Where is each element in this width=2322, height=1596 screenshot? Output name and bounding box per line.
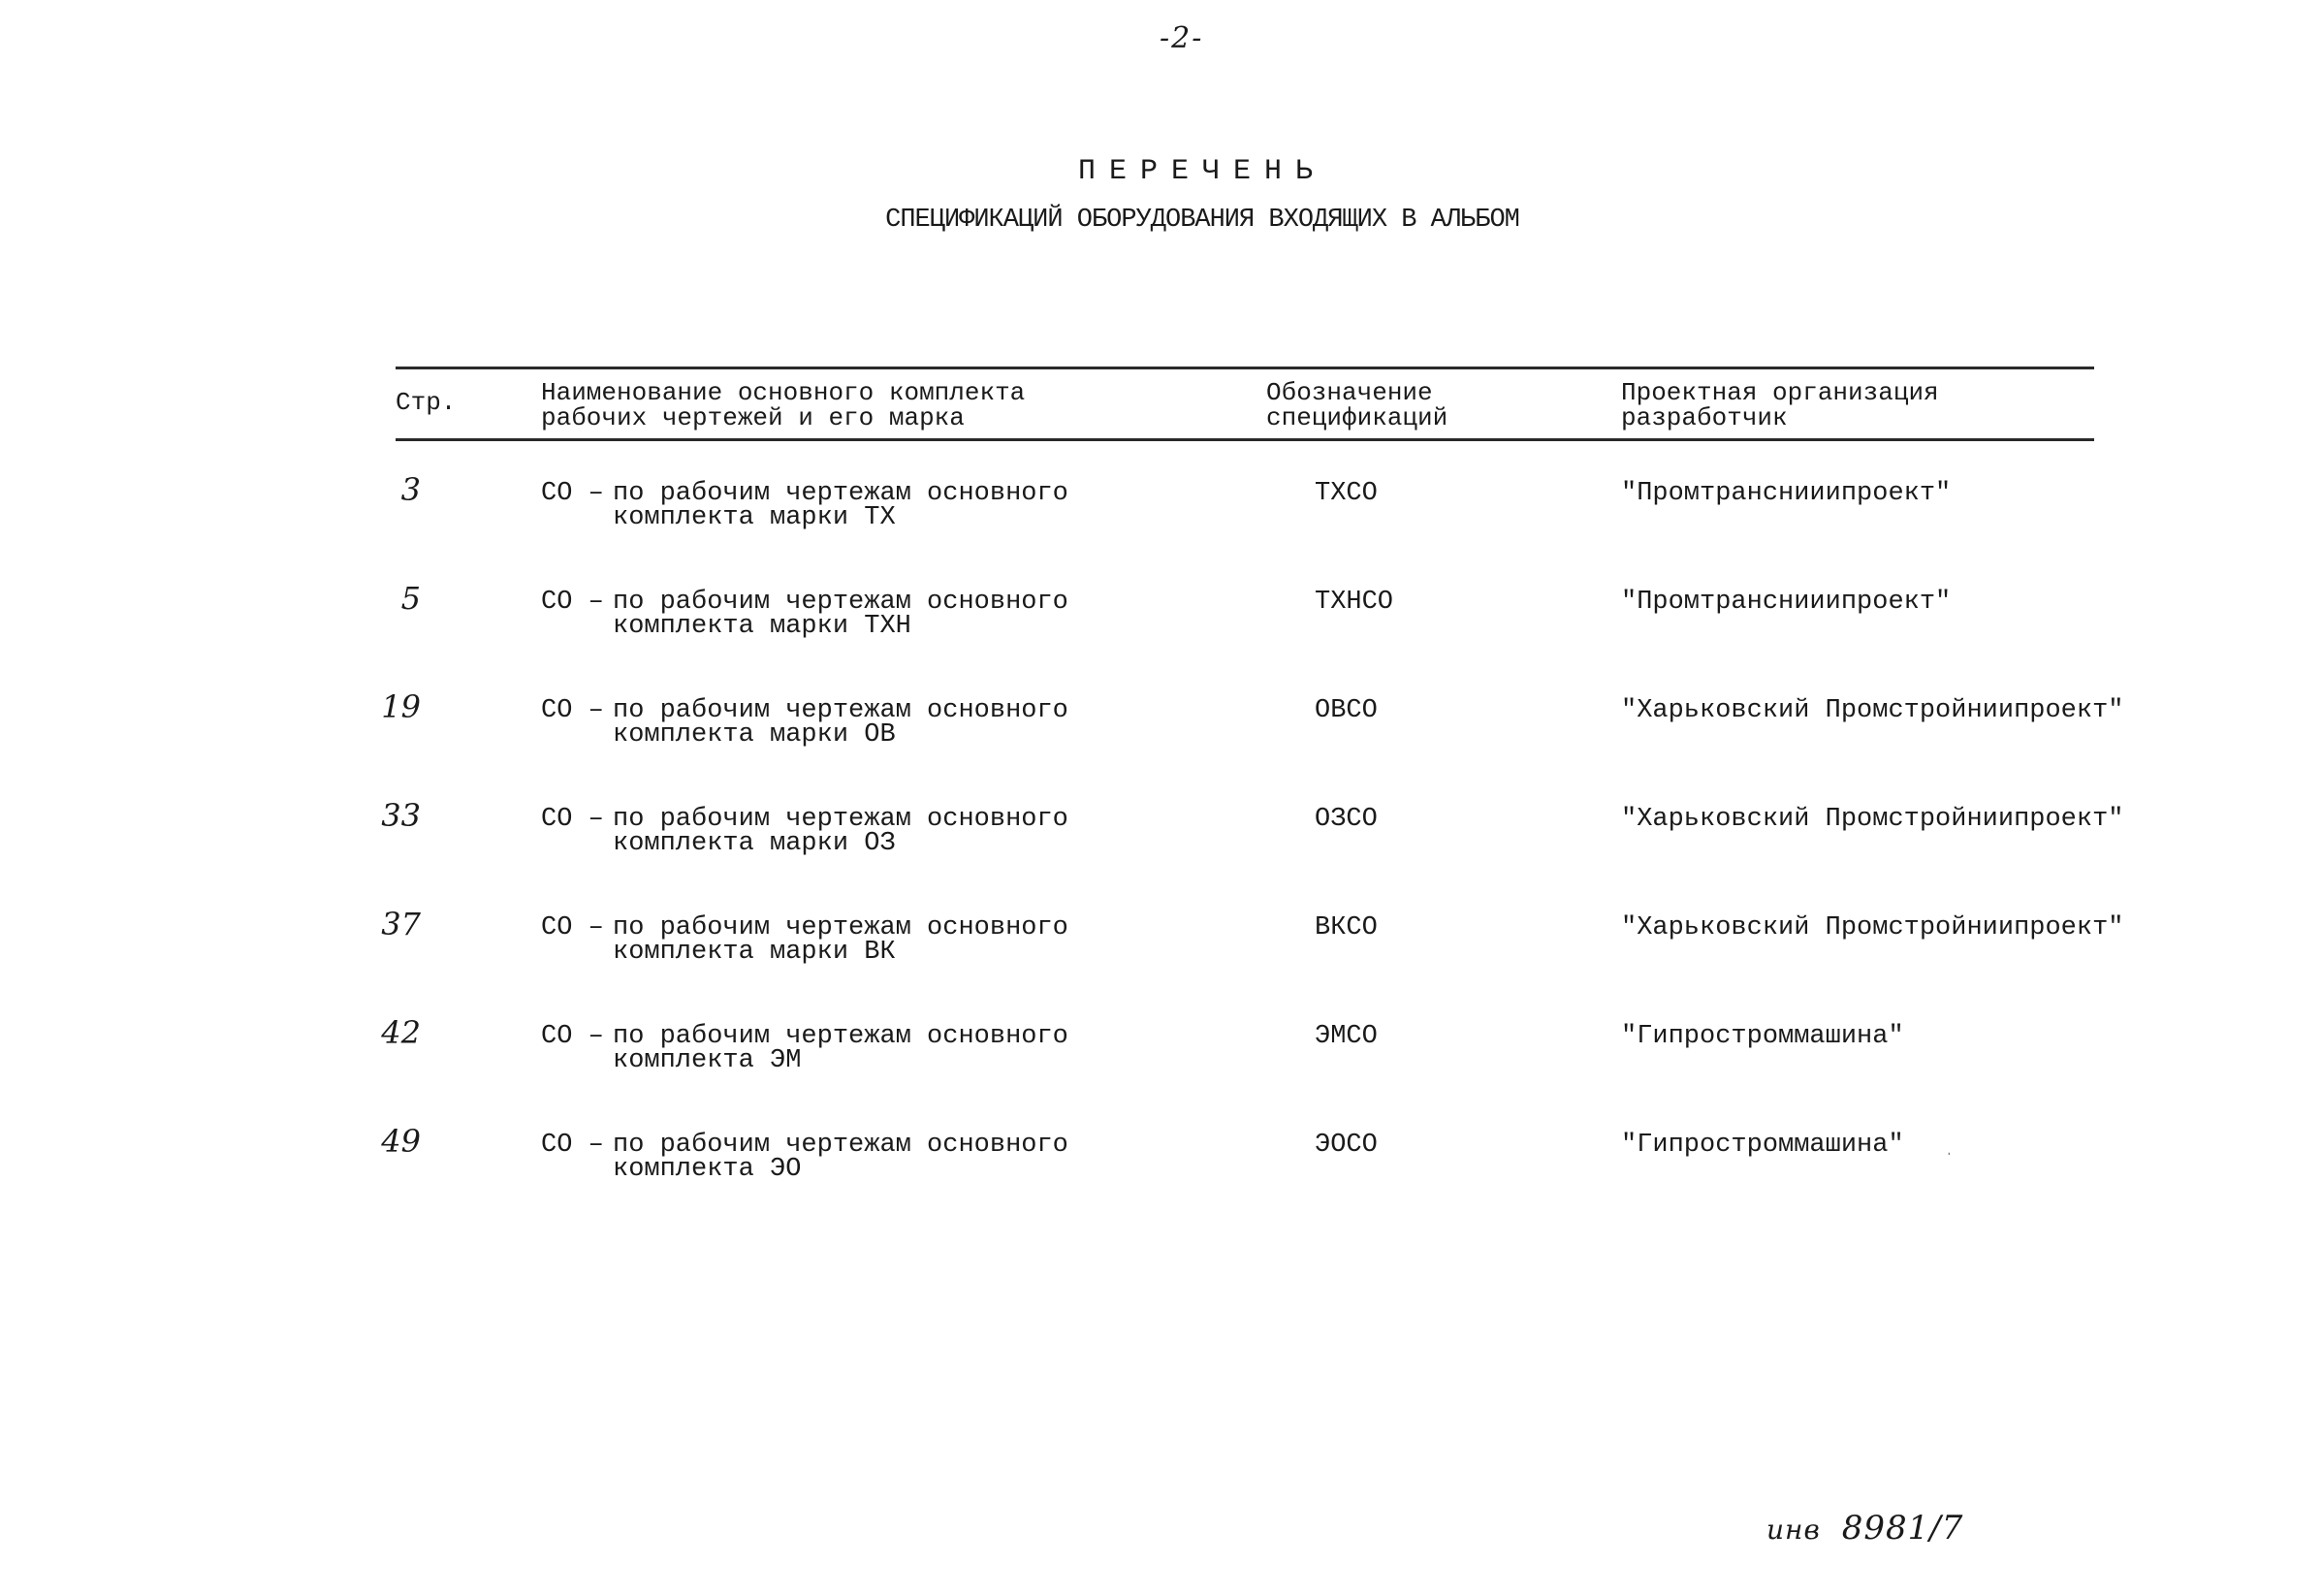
table-row [0, 688, 2322, 785]
table-top-rule [396, 367, 2094, 369]
row-name-line1: по рабочим чертежам основного [613, 588, 1068, 617]
row-organization: "Гипростроммашина" [1621, 1131, 1904, 1160]
row-page: 19 [381, 688, 421, 725]
row-prefix: СО – [541, 805, 604, 834]
row-name-line1: по рабочим чертежам основного [613, 1131, 1068, 1160]
row-organization: "Гипростроммашина" [1621, 1022, 1904, 1051]
row-code: ОВСО [1315, 696, 1378, 725]
row-name-line2: комплекта марки ОЗ [613, 829, 896, 858]
table-row [0, 906, 2322, 1003]
inventory-label: инв [1766, 1514, 1821, 1546]
row-name-line1: по рабочим чертежам основного [613, 913, 1068, 942]
row-page: 37 [381, 906, 421, 942]
inventory-number: 8981/7 [1841, 1509, 1964, 1548]
row-page: 5 [400, 580, 421, 617]
document-title: ПЕРЕЧЕНЬ [1077, 155, 1327, 188]
table-row [0, 580, 2322, 677]
table-row [0, 1123, 2322, 1220]
row-organization: "Промтранснииипроект" [1621, 588, 1952, 617]
column-header-name: Наименование основного комплекта рабочих чертежей и его марка [541, 378, 1026, 432]
table-header-rule [396, 438, 2094, 441]
row-name-line1: по рабочим чертежам основного [613, 1022, 1068, 1051]
row-page: 49 [381, 1123, 421, 1160]
table-row [0, 471, 2322, 568]
row-code: ТХНСО [1315, 588, 1394, 617]
row-name-line2: комплекта марки ВК [613, 938, 896, 967]
row-prefix: СО – [541, 588, 604, 617]
row-organization: "Харьковский Промстройниипроект" [1621, 913, 2124, 942]
column-header-page: Стр. [396, 388, 457, 417]
row-prefix: СО – [541, 1022, 604, 1051]
row-code: ТХСО [1315, 479, 1378, 508]
column-header-org: Проектная организация разработчик [1621, 378, 1939, 432]
row-organization: "Промтранснииипроект" [1621, 479, 1952, 508]
row-organization: "Харьковский Промстройниипроект" [1621, 805, 2124, 834]
column-header-code: Обозначение спецификаций [1266, 378, 1448, 432]
row-code: ОЗСО [1315, 805, 1378, 834]
document-subtitle: СПЕЦИФИКАЦИЙ ОБОРУДОВАНИЯ ВХОДЯЩИХ В АЛЬБОМ [885, 206, 1519, 235]
row-code: ЭМСО [1315, 1022, 1378, 1051]
row-organization: "Харьковский Промстройниипроект" [1621, 696, 2124, 725]
row-prefix: СО – [541, 913, 604, 942]
row-page: 33 [381, 797, 421, 834]
row-page: 42 [381, 1014, 421, 1051]
row-name-line1: по рабочим чертежам основного [613, 696, 1068, 725]
page-number: -2- [1160, 21, 1204, 55]
row-name-line2: комплекта ЭМ [613, 1046, 802, 1075]
row-prefix: СО – [541, 479, 604, 508]
row-code: ЭОСО [1315, 1131, 1378, 1160]
row-name-line1: по рабочим чертежам основного [613, 479, 1068, 508]
table-row [0, 797, 2322, 894]
row-name-line2: комплекта марки ТХ [613, 503, 896, 532]
row-prefix: СО – [541, 696, 604, 725]
row-name-line2: комплекта ЭО [613, 1155, 802, 1184]
stray-mark: ˈ [1945, 1152, 1954, 1167]
row-prefix: СО – [541, 1131, 604, 1160]
row-page: 3 [400, 471, 421, 508]
table-row [0, 1014, 2322, 1111]
row-name-line2: комплекта марки ТХН [613, 612, 911, 641]
inventory-stamp [1766, 1509, 1963, 1548]
row-code: ВКСО [1315, 913, 1378, 942]
row-name-line1: по рабочим чертежам основного [613, 805, 1068, 834]
row-name-line2: комплекта марки ОВ [613, 720, 896, 750]
